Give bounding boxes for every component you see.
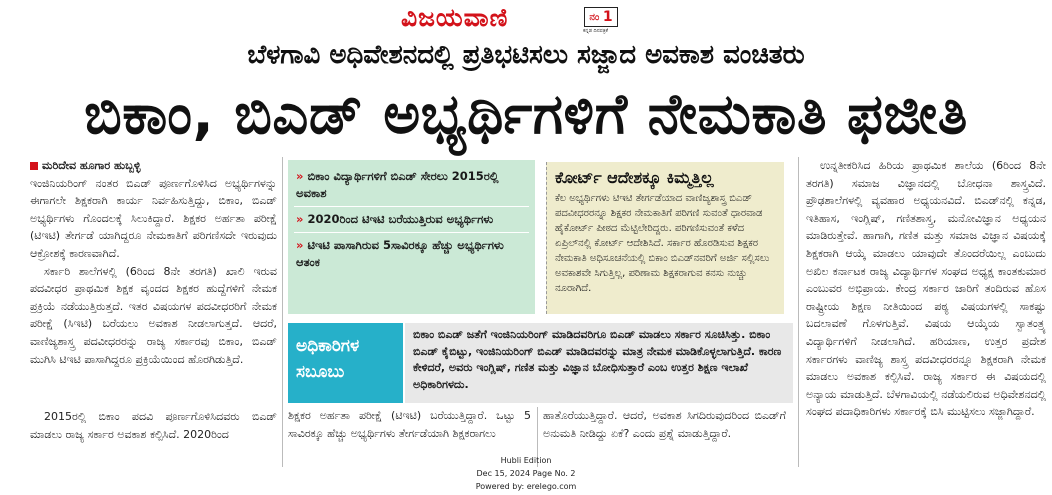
logo-text: ನಂ <box>589 11 600 23</box>
newspaper-title: ವಿಜಯವಾಣಿ <box>401 3 509 32</box>
column-rule <box>798 157 799 467</box>
masthead <box>0 3 1052 43</box>
bullet-icon: » <box>296 169 304 183</box>
byline <box>30 157 277 175</box>
highlights-box <box>288 160 535 314</box>
paragraph: ಇಂಜಿನಿಯರಿಂಗ್ ನಂತರ ಬಿಎಡ್ ಪೂರ್ಣಗೊಳಿಸಿದ ಅಭ್ಯರ್ಥಿಗಳನ್ನು ಈಗಾಗಲೇ ಶಿಕ್ಷಕರಾಗಿ ಕಾರ್ಯ ನಿರ್ವಹಿಸುತ್ತಿದ್ದು, ಬಿಕಾಂ, ಬಿಎಡ್ ಅಭ್ಯರ್ಥಿಗಳು ಗೊಂದಲಕ್ಕೆ ಸಿಲುಕಿದ್ದಾರೆ. ಶಿಕ್ಷಕರ ಅರ್ಹತಾ ಪರೀಕ್ಷೆ (ಟಿಇಟಿ) ತೇರ್ಗಡೆ ಯಾಗಿದ್ದರೂ ನೇಮಕಾತಿಗೆ ಪರಿಗಣಿಸದೇ ಇರುವುದು ಆಕ್ರೋಶಕ್ಕೆ ಕಾರಣವಾಗಿದೆ. <box>30 176 277 260</box>
highlight-item <box>294 207 529 233</box>
article-column-1-end <box>30 408 277 443</box>
article-column-1 <box>30 157 277 368</box>
footer-powered-by: Powered by: erelego.com <box>475 482 577 491</box>
highlight-text: ಟಿಇಟಿ ಪಾಸಾಗಿರುವ 5ಸಾವಿರಕ್ಕೂ ಹೆಚ್ಚು ಅಭ್ಯರ್ಥಿಗಳು ಆತಂಕ <box>296 238 504 269</box>
article-column-2-bottom: ಶಿಕ್ಷಕರ ಅರ್ಹತಾ ಪರೀಕ್ಷೆ (ಟಿಇಟಿ) ಬರೆಯುತ್ತಿದ್ದಾರೆ. ಒಟ್ಟು 5 ಸಾವಿರಕ್ಕೂ ಹೆಚ್ಚು ಅಭ್ಯರ್ಥಿಗಳು ತೇರ್ಗಡೆಯಾಗಿ ಶಿಕ್ಷಕರಾಗಲು <box>288 409 531 440</box>
court-order-box <box>546 162 784 314</box>
article-column-3-bottom: ಹಾತೊರೆಯುತ್ತಿದ್ದಾರೆ. ಆದರೆ, ಅವಕಾಶ ಸಿಗದಿರುವುದರಿಂದ ಬಿಎಡ್‌ಗೆ ಅನುಮತಿ ನೀಡಿದ್ದು ಏಕೆ? ಎಂದು ಪ್ರಶ್ನೆ ಮಾಡುತ್ತಿದ್ದಾರೆ. <box>543 409 786 440</box>
footer-edition: Hubli Edition <box>500 456 552 465</box>
highlight-text: 2020ರಿಂದ ಟಿಇಟಿ ಬರೆಯುತ್ತಿರುವ ಅಭ್ಯರ್ಥಿಗಳು <box>307 212 494 226</box>
kicker-headline: ಬೆಳಗಾವಿ ಅಧಿವೇಶನದಲ್ಲಿ ಪ್ರತಿಭಟಿಸಲು ಸಜ್ಜಾದ ಅವಕಾಶ ವಂಚಿತರು <box>247 40 805 70</box>
highlight-item <box>294 233 529 275</box>
main-headline: ಬಿಕಾಂ, ಬಿಎಡ್ ಅಭ್ಯರ್ಥಿಗಳಿಗೆ ನೇಮಕಾತಿ ಫಜೀತಿ <box>84 82 968 147</box>
column-rule <box>282 157 283 467</box>
paragraph: ಸರ್ಕಾರಿ ಶಾಲೆಗಳಲ್ಲಿ (6ರಿಂದ 8ನೇ ತರಗತಿ) ಖಾಲಿ ಇರುವ ಪದವೀಧರ ಪ್ರಾಥಮಿಕ ಶಿಕ್ಷಕ ವೃಂದದ ಶಿಕ್ಷಕರ ಹುದ್ದೆಗಳಿಗೆ ನೇಮಕ ಪ್ರಕ್ರಿಯೆ ನಡೆಯುತ್ತಿರುತ್ತದೆ. ಇತರ ವಿಷಯಗಳ ಪದವೀಧರರಿಗೆ ನೇಮಕ ಪರೀಕ್ಷೆ (ಸಿಇಟಿ) ಬರೆಯಲು ಅವಕಾಶ ನೀಡಲಾಗುತ್ತದೆ. ಆದರೆ, ವಾಣಿಜ್ಯಶಾಸ್ತ್ರ ಪದವೀಧರರನ್ನು ರಾಜ್ಯ ಸರ್ಕಾರವು ಬಿಕಾಂ, ಬಿಎಡ್ ಮುಗಿಸಿ ಟಿಇಟಿ ಪಾಸಾಗಿದ್ದರೂ ಪ್ರಕ್ರಿಯೆಯಿಂದ ಹೊರಗಿಡುತ್ತಿದೆ. <box>30 264 277 366</box>
bullet-icon: » <box>296 238 304 252</box>
highlight-text: ಬಿಕಾಂ ವಿದ್ಯಾರ್ಥಿಗಳಿಗೆ ಬಿಎಡ್ ಸೇರಲು 2015ರಲ್ಲಿ ಅವಕಾಶ <box>296 169 499 200</box>
footer-date-page: Dec 15, 2024 Page No. 2 <box>476 469 576 478</box>
officials-label-line1: ಅಧಿಕಾರಿಗಳ <box>296 336 360 356</box>
logo-number: 1 <box>602 9 613 25</box>
article-column-4: ಉನ್ನತೀಕರಿಸಿದ ಹಿರಿಯ ಪ್ರಾಥಮಿಕ ಶಾಲೆಯ (6ರಿಂದ 8ನೇ ತರಗತಿ) ಸಮಾಜ ವಿಜ್ಞಾನದಲ್ಲಿ ಬೋಧನಾ ಶಾಸ್ತ್ರವಿದೆ. ಪ್ರೌಢಶಾಲೆಗಳಲ್ಲಿ ವ್ಯವಹಾರ ಅಧ್ಯಯನವಿದೆ. ಬಿಎಡ್‌ನಲ್ಲಿ ಕನ್ನಡ, ಇತಿಹಾಸ, ಇಂಗ್ಲಿಷ್, ಗಣಿತಶಾಸ್ತ್ರ, ಮನೋವಿಜ್ಞಾನ ಅಧ್ಯಯನ ಮಾಡಿರುತ್ತೇವೆ. ಹಾಗಾಗಿ, ಗಣಿತ ಮತ್ತು ಸಮಾಜ ವಿಜ್ಞಾನ ವಿಷಯಕ್ಕೆ ಶಿಕ್ಷಕರಾಗಿ ಆಯ್ಕೆ ಮಾಡಲು ಯಾವುದೇ ತೊಂದರೆಯಿಲ್ಲ ಎಂಬುದು ಅಖಿಲ ಕರ್ನಾಟಕ ರಾಜ್ಯ ವಿದ್ಯಾರ್ಥಿಗಳ ಸಂಘದ ಅಧ್ಯಕ್ಷ ಕಾಂತಕುಮಾರ ಎಂಬುವರ ಅಭಿಪ್ರಾಯ. ಕೇಂದ್ರ ಸರ್ಕಾರ ಜಾರಿಗೆ ತಂದಿರುವ ಹೊಸ ರಾಷ್ಟ್ರೀಯ ಶಿಕ್ಷಣ ನೀತಿಯಿಂದ ಪಠ್ಯ ವಿಷಯಗಳಲ್ಲಿ ಸಾಕಷ್ಟು ಬದಲಾವಣೆ ಗೊಳಗುತ್ತಿವೆ. ವಿಷಯ ಆಯ್ಕೆಯ ಸ್ವಾತಂತ್ರ್ಯ ವಿದ್ಯಾರ್ಥಿಗಳಿಗೆ ನೀಡಲಾಗಿದೆ. ಹರಿಯಾಣ, ಉತ್ತರ ಪ್ರದೇಶ ಸರ್ಕಾರಗಳು ವಾಣಿಜ್ಯ ಶಾಸ್ತ್ರ ಪದವೀಧರರನ್ನೂ ಶಿಕ್ಷಕರಾಗಿ ನೇಮಕ ಮಾಡಲು ಅವಕಾಶ ಕಲ್ಪಿಸಿವೆ. ರಾಜ್ಯ ಸರ್ಕಾರ ಈ ವಿಷಯದಲ್ಲಿ ಅನ್ಯಾಯ ಮಾಡುತ್ತಿದೆ. ಬೆಳಗಾವಿಯಲ್ಲಿ ನಡೆಯಲಿರುವ ಅಧಿವೇಶನದಲ್ಲಿ ಸಂಘದ ಪದಾಧಿಕಾರಿಗಳು ಸರ್ಕಾರಕ್ಕೆ ಬಿಸಿ ಮುಟ್ಟಿಸಲು ಸಜ್ಜಾಗಿದ್ದಾರೆ. <box>806 159 1046 419</box>
court-box-title: ಕೋರ್ಟ್ ಆದೇಶಕ್ಕೂ ಕಿಮ್ಮತ್ತಿಲ್ಲ <box>555 168 714 187</box>
paragraph: 2015ರಲ್ಲಿ ಬಿಕಾಂ ಪದವಿ ಪೂರ್ಣಗೊಳಿಸಿದವರು ಬಿಎಡ್ ಮಾಡಲು ರಾಜ್ಯ ಸರ್ಕಾರ ಅವಕಾಶ ಕಲ್ಪಿಸಿದೆ. 2020ರಿಂದ <box>30 410 277 441</box>
court-box-body: ಕೆಲ ಅಭ್ಯರ್ಥಿಗಳು ಟಿಇಟಿ ತೇರ್ಗಡೆಯಾದ ವಾಣಿಜ್ಯಶಾಸ್ತ್ರ ಬಿಎಡ್ ಪದವೀಧರರನ್ನೂ ಶಿಕ್ಷಕರ ನೇಮಕಾತಿಗೆ ಪರಿಗಣಿ ಸುವಂತೆ ಧಾರವಾಡ ಹೈಕೋರ್ಟ್ ಪೀಠದ ಮೆಟ್ಟಿಲೇರಿದ್ದರು. ಪರಿಗಣಿಸುವಂತೆ ಕಳೆದ ಏಪ್ರಿಲ್‌ನಲ್ಲಿ ಕೋರ್ಟ್ ಆದೇಶಿಸಿದೆ. ಸರ್ಕಾರ ಹೊರಡಿಸುವ ಶಿಕ್ಷಕರ ನೇಮಕಾತಿ ಅಧಿಸೂಚನೆಯಲ್ಲಿ ಬಿಕಾಂ ಬಿಎಡ್‌ನವರಿಗೆ ಅರ್ಜಿ ಸಲ್ಲಿಸಲು ಅವಕಾಶವೇ ಸಿಗುತ್ತಿಲ್ಲ, ಪರಿಣಾಮ ಶಿಕ್ಷಕರಾಗುವ ಕನಸು ನುಚ್ಚು ನೂರಾಗಿದೆ. <box>555 193 770 294</box>
highlight-item <box>294 164 529 207</box>
masthead-tagline: ಕನ್ನಡ ದಿನಪತ್ರಿಕೆ <box>583 28 609 34</box>
number-one-logo <box>584 7 618 27</box>
byline-text: ಮರಿದೇವ ಹೂಗಾರ ಹುಬ್ಬಳ್ಳಿ <box>42 159 141 172</box>
byline-square-icon <box>30 162 38 170</box>
officials-label-line2: ಸಬೂಬು <box>296 362 345 382</box>
officials-box: ಬಿಕಾಂ ಬಿಎಡ್ ಜತೆಗೆ ಇಂಜಿನಿಯರಿಂಗ್ ಮಾಡಿದವರಿಗೂ ಬಿಎಡ್ ಮಾಡಲು ಸರ್ಕಾರ ಸೂಚಿಸಿತ್ತು. ಬಿಕಾಂ ಬಿಎಡ್ ಕೈಬಿಟ್ಟು, ಇಂಜಿನಿಯರಿಂಗ್ ಬಿಎಡ್ ಮಾಡಿದವರನ್ನು ಮಾತ್ರ ನೇಮಕ ಮಾಡಿಕೊಳ್ಳಲಾಗುತ್ತಿದೆ. ಕಾರಣ ಕೇಳಿದರೆ, ಅವರು ಇಂಗ್ಲಿಷ್, ಗಣಿತ ಮತ್ತು ವಿಜ್ಞಾನ ಬೋಧಿಸುತ್ತಾರೆ ಎಂಬ ಉತ್ತರ ಶಿಕ್ಷಣ ಇಲಾಖೆ ಅಧಿಕಾರಿಗಳದು. <box>405 323 793 403</box>
officials-label <box>288 323 403 403</box>
bullet-icon: » <box>296 212 304 226</box>
